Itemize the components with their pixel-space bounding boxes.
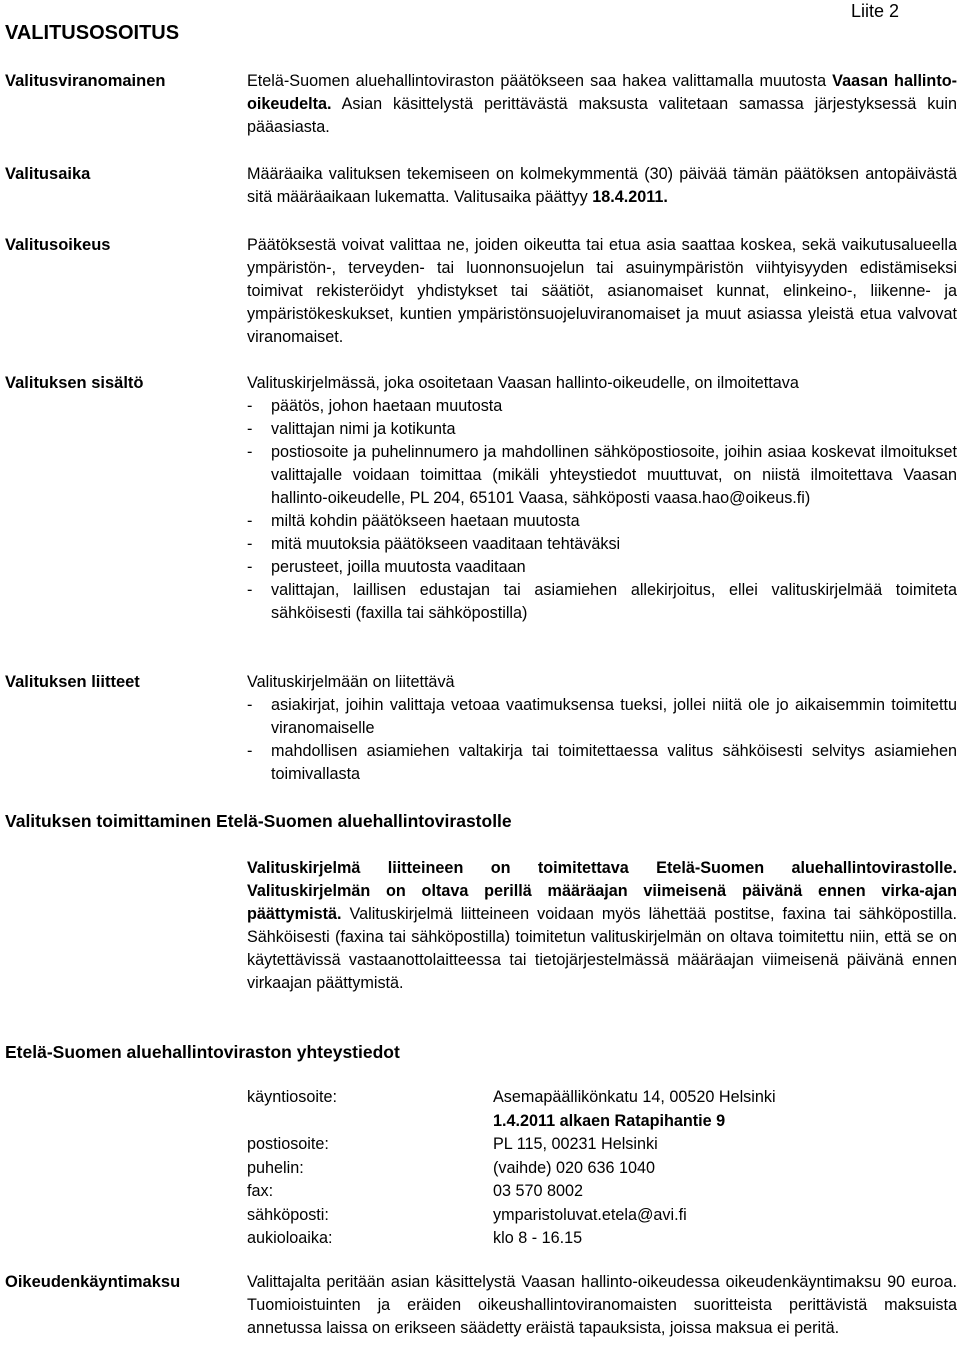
list-item: - valittajan nimi ja kotikunta (247, 418, 957, 441)
contact-value-fax: 03 570 8002 (493, 1182, 584, 1200)
contact-value-email: ymparistoluvat.etela@avi.fi (493, 1205, 687, 1224)
list-item: - valittajan, laillisen edustajan tai asiamiehen allekirjoitus, ellei valituskirjelmää toimiteta sähköisesti (faxilla tai sähköpostilla) (247, 579, 957, 625)
section-label-valitusviranomainen: Valitusviranomainen (5, 72, 166, 90)
contact-label-phone: puhelin: (247, 1158, 304, 1177)
document-title: VALITUSOSOITUS (5, 22, 180, 44)
contact-info (247, 1086, 776, 1251)
section-text-valitusaika: Määräaika valituksen tekemiseen on kolmekymmentä (30) päivää tämän päätöksen antopäivästä sitä määräaikaan lukematta. Valitusaika päättyy 18.4.2011. (247, 165, 957, 206)
section-label-oikeudenkayntimaksu: Oikeudenkäyntimaksu (5, 1273, 181, 1291)
section-heading-yhteystiedot: Etelä-Suomen aluehallintoviraston yhteystiedot (5, 1042, 400, 1062)
contact-value-visiting-new: 1.4.2011 alkaen Ratapihantie 9 (493, 1111, 726, 1130)
section-text-valituksen-liitteet: Valituskirjelmään on liitettävä - asiakirjat, joihin valittaja vetoaa vaatimuksensa tueksi, jollei niitä ole jo aikaisemmin toimitettu viranomaiselle - mahdollisen asiamiehen valtakirja tai toimitettaessa valitus sähköisesti selvitys asiamiehen toimivallasta (247, 671, 957, 786)
list-item: - asiakirjat, joihin valittaja vetoaa vaatimuksensa tueksi, jollei niitä ole jo aikaisemmin toimitettu viranomaiselle (247, 694, 957, 740)
contact-label-hours: aukioloaika: (247, 1229, 333, 1247)
section-label-valitusoikeus: Valitusoikeus (5, 236, 111, 254)
section-label-valitusaika: Valitusaika (5, 165, 91, 183)
contact-label-visiting: käyntiosoite: (247, 1088, 337, 1106)
contact-value-hours: klo 8 - 16.15 (493, 1229, 583, 1247)
contact-label-email: sähköposti: (247, 1205, 329, 1224)
list-item: - mitä muutoksia päätökseen vaaditaan tehtäväksi (247, 533, 957, 556)
list-item: - postiosoite ja puhelinnumero ja mahdollinen sähköpostiosoite, joihin asiaa koskevat ilmoitukset valittajalle voidaan toimittaa (mikäli yhteystiedot muuttuvat, on niistä ilmoitettava Vaasan hallinto-oikeudelle, PL 204, 65101 Vaasa, sähköposti vaasa.hao@oikeus.fi) (247, 441, 957, 510)
list-item: - perusteet, joilla muutosta vaaditaan (247, 556, 957, 579)
contact-value-phone: (vaihde) 020 636 1040 (493, 1158, 656, 1177)
section-heading-toimittaminen: Valituksen toimittaminen Etelä-Suomen aluehallintovirastolle (5, 811, 512, 831)
contact-label-postal: postiosoite: (247, 1135, 329, 1153)
list-item: - miltä kohdin päätökseen haetaan muutosta (247, 510, 957, 533)
contact-label-fax: fax: (247, 1182, 274, 1200)
list-item: - mahdollisen asiamiehen valtakirja tai toimitettaessa valitus sähköisesti selvitys asiamiehen toimivallasta (247, 740, 957, 786)
section-text-toimittaminen: Valituskirjelmä liitteineen on toimitettava Etelä-Suomen aluehallintovirastolle. Valituskirjelmän on oltava perillä määräajan viimeisenä päivänä ennen virka-ajan päättymistä. Valituskirjelmä liitteineen voidaan myös lähettää postitse, faxina tai sähköpostilla. Sähköisesti (faxina tai sähköpostilla) toimitetun valituskirjelmän on oltava toimitettu niin, että se on käytettävissä vastaanottolaitteessa tai tietojärjestelmässä määräajan viimeisenä päivänä ennen virkaajan päättymistä. (247, 859, 957, 992)
section-label-valituksen-sisalto: Valituksen sisältö (5, 374, 144, 392)
list-item: - päätös, johon haetaan muutosta (247, 395, 957, 418)
section-text-oikeudenkayntimaksu: Valittajalta peritään asian käsittelystä Vaasan hallinto-oikeudessa oikeudenkäyntimaksu 90 euroa. Tuomioistuinten ja eräiden oikeushallintoviranomaisten suoritteista perittävistä maksuista annetussa laissa on erikseen säädetty eräistä tapauksista, joissa maksua ei peritä. (247, 1273, 957, 1337)
section-text-valitusoikeus: Päätöksestä voivat valittaa ne, joiden oikeutta tai etua asia saattaa koskea, sekä vaikutusalueella ympäristön-, terveyden- tai luonnonsuojelun tai asuinympäristön viihtyisyyden edistämiseksi toimivat rekisteröidyt yhdistykset tai säätiöt, asianomaiset kunnat, elinkeino-, liikenne- ja ympäristökeskukset, kuntien ympäristönsuojeluviranomaiset ja muut asiassa yleistä etua valvovat viranomaiset. (247, 236, 957, 346)
section-text-valituksen-sisalto: Valituskirjelmässä, joka osoitetaan Vaasan hallinto-oikeudelle, on ilmoitettava - päätös, johon haetaan muutosta - valittajan nimi ja kotikunta - postiosoite ja puhelinnumero ja mahdollinen sähköpostiosoite, joihin asiaa koskevat ilmoitukset valittajalle voidaan toimittaa (mikäli yhteystiedot muuttuvat, on niistä ilmoitettava Vaasan hallinto-oikeudelle, PL 204, 65101 Vaasa, sähköposti vaasa.hao@oikeus.fi) - miltä kohdin päätökseen haetaan muutosta - mitä muutoksia päätökseen vaaditaan tehtäväksi - perusteet, joilla muutosta vaaditaan - valittajan, laillisen edustajan tai asiamiehen allekirjoitus, ellei valituskirjelmää toimiteta sähköisesti (faxilla tai sähköpostilla) (247, 372, 957, 625)
contact-value-postal: PL 115, 00231 Helsinki (493, 1135, 658, 1153)
section-text-valitusviranomainen: Etelä-Suomen aluehallintoviraston päätökseen saa hakea valittamalla muutosta Vaasan hallinto-oikeudelta. Asian käsittelystä perittävästä maksusta valitetaan samassa järjestyksessä kuin pääasiasta. (247, 72, 957, 136)
contact-value-visiting: Asemapäällikönkatu 14, 00520 Helsinki (493, 1088, 776, 1106)
attachment-label: Liite 2 (851, 1, 900, 21)
section-label-valituksen-liitteet: Valituksen liitteet (5, 673, 140, 691)
